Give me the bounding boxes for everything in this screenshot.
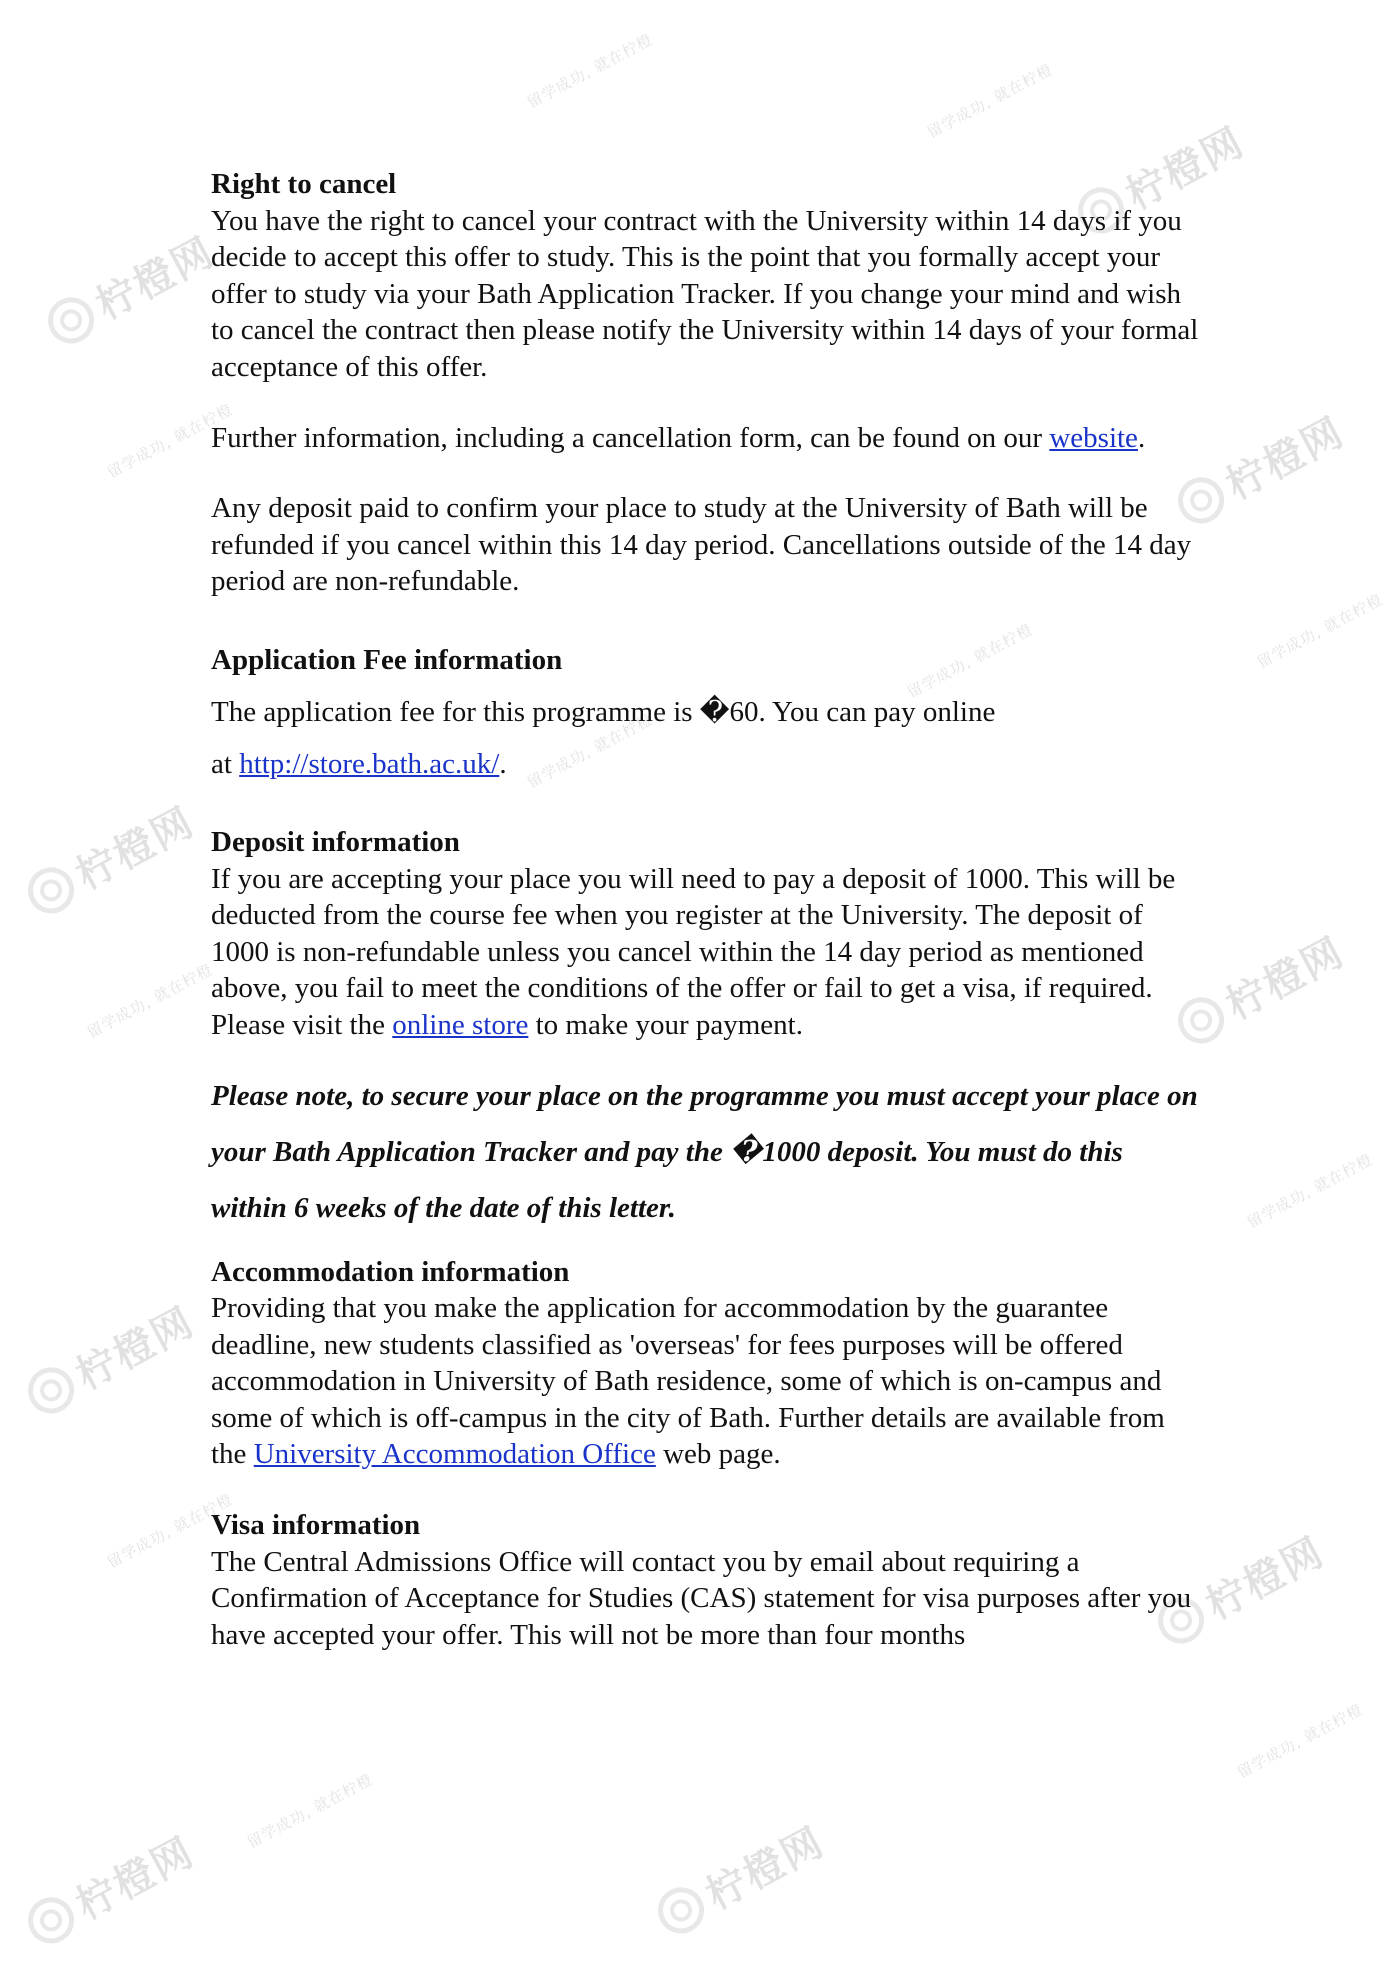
watermark: 柠橙网 [1167, 401, 1353, 536]
right-to-cancel-section [211, 166, 1201, 386]
watermark-logo-icon [20, 859, 82, 921]
accommodation-heading: Accommodation information [211, 1255, 570, 1288]
online-store-link[interactable]: online store [392, 1008, 529, 1041]
deposit-section [211, 824, 1201, 1044]
deposit-heading: Deposit information [211, 825, 460, 858]
watermark: 柠橙网 [1167, 921, 1353, 1056]
watermark: 柠橙网 [647, 1811, 833, 1946]
watermark: 柠橙网 [1147, 1521, 1333, 1656]
right-to-cancel-heading: Right to cancel [211, 168, 397, 200]
deposit-text-end: to make your payment. [528, 1008, 803, 1041]
accommodation-text-end: web page. [655, 1438, 781, 1471]
store-link-suffix: . [499, 747, 507, 780]
store-link[interactable]: http://store.bath.ac.uk/ [239, 747, 500, 780]
store-link-prefix: at [211, 747, 240, 780]
letter-page [211, 166, 1201, 1687]
watermark: 留学成功, 就在柠橙 [244, 1770, 376, 1852]
watermark: 留学成功, 就在柠橙 [104, 400, 236, 482]
watermark-logo-icon [650, 1879, 712, 1941]
watermark: 柠橙网 [37, 221, 223, 356]
watermark: 留学成功, 就在柠橙 [904, 620, 1036, 702]
watermark-logo-icon [20, 1359, 82, 1421]
watermark: 柠橙网 [17, 1291, 203, 1426]
cancellation-info-paragraph [211, 420, 1201, 457]
cancellation-info-end: . [1137, 421, 1146, 454]
watermark: 留学成功, 就在柠橙 [104, 1490, 236, 1572]
application-fee-section [211, 634, 1201, 790]
visa-section [211, 1507, 1201, 1653]
accommodation-section [211, 1254, 1201, 1474]
cancellation-info-text: Further information, including a cancellation form, can be found on our [211, 421, 1050, 454]
watermark: 柠橙网 [17, 791, 203, 926]
watermark: 柠橙网 [1067, 111, 1253, 246]
watermark: 留学成功, 就在柠橙 [1244, 1150, 1376, 1232]
watermark: 留学成功, 就在柠橙 [524, 710, 656, 792]
watermark-logo-icon [20, 1889, 82, 1951]
watermark: 留学成功, 就在柠橙 [84, 960, 216, 1042]
deposit-refund-text: Any deposit paid to confirm your place to study at the University of Bath will be refunded if you cancel within this 14 day period. Cancellations outside of the 14 day period are non-refundable. [211, 492, 1192, 598]
right-to-cancel-paragraph: You have the right to cancel your contract with the University within 14 days if you decide to accept this offer to study. This is the point that you formally accept your offer to study via your Bath Application Tracker. If you change your mind and wish to cancel the contract then please notify the University within 14 days of your formal acceptance of this offer. [211, 204, 1199, 383]
visa-text: The Central Admissions Office will contact you by email about requiring a Confirmation of Acceptance for Studies (CAS) statement for visa purposes after you have accepted your offer. This will not be more than four months [211, 1545, 1192, 1651]
watermark: 留学成功, 就在柠橙 [1234, 1700, 1366, 1782]
deposit-refund-paragraph [211, 490, 1201, 600]
visa-heading: Visa information [211, 1509, 421, 1542]
watermark: 留学成功, 就在柠橙 [1254, 590, 1386, 672]
website-link[interactable]: website [1049, 421, 1138, 454]
watermark-logo-icon [40, 289, 102, 351]
important-note: Please note, to secure your place on the programme you must accept your place on your Bath Application Tracker and pay the �1000 deposit. You must do this within 6 weeks of the date of this letter. [211, 1079, 1198, 1224]
watermark: 柠橙网 [17, 1821, 203, 1956]
deposit-text: If you are accepting your place you will need to pay a deposit of 1000. This will be deducted from the course fee when you register at the University. The deposit of 1000 is non-refundable unless you cancel within the 14 day period as mentioned above, you fail to meet the conditions of the offer or fail to get a visa, if required. Please visit the [211, 862, 1176, 1041]
application-fee-heading: Application Fee information [211, 643, 563, 676]
application-fee-text: The application fee for this programme is �60. You can pay online [211, 695, 996, 728]
accommodation-office-link[interactable]: University Accommodation Office [253, 1438, 656, 1471]
watermark: 留学成功, 就在柠橙 [924, 60, 1056, 142]
accommodation-text: Providing that you make the application for accommodation by the guarantee deadline, new students classified as 'overseas' for fees purposes will be offered accommodation in University of Bath residence, some of which is on-campus and some of which is off-campus in the city of Bath. Further details are available from the [211, 1292, 1165, 1471]
watermark: 留学成功, 就在柠橙 [524, 30, 656, 112]
